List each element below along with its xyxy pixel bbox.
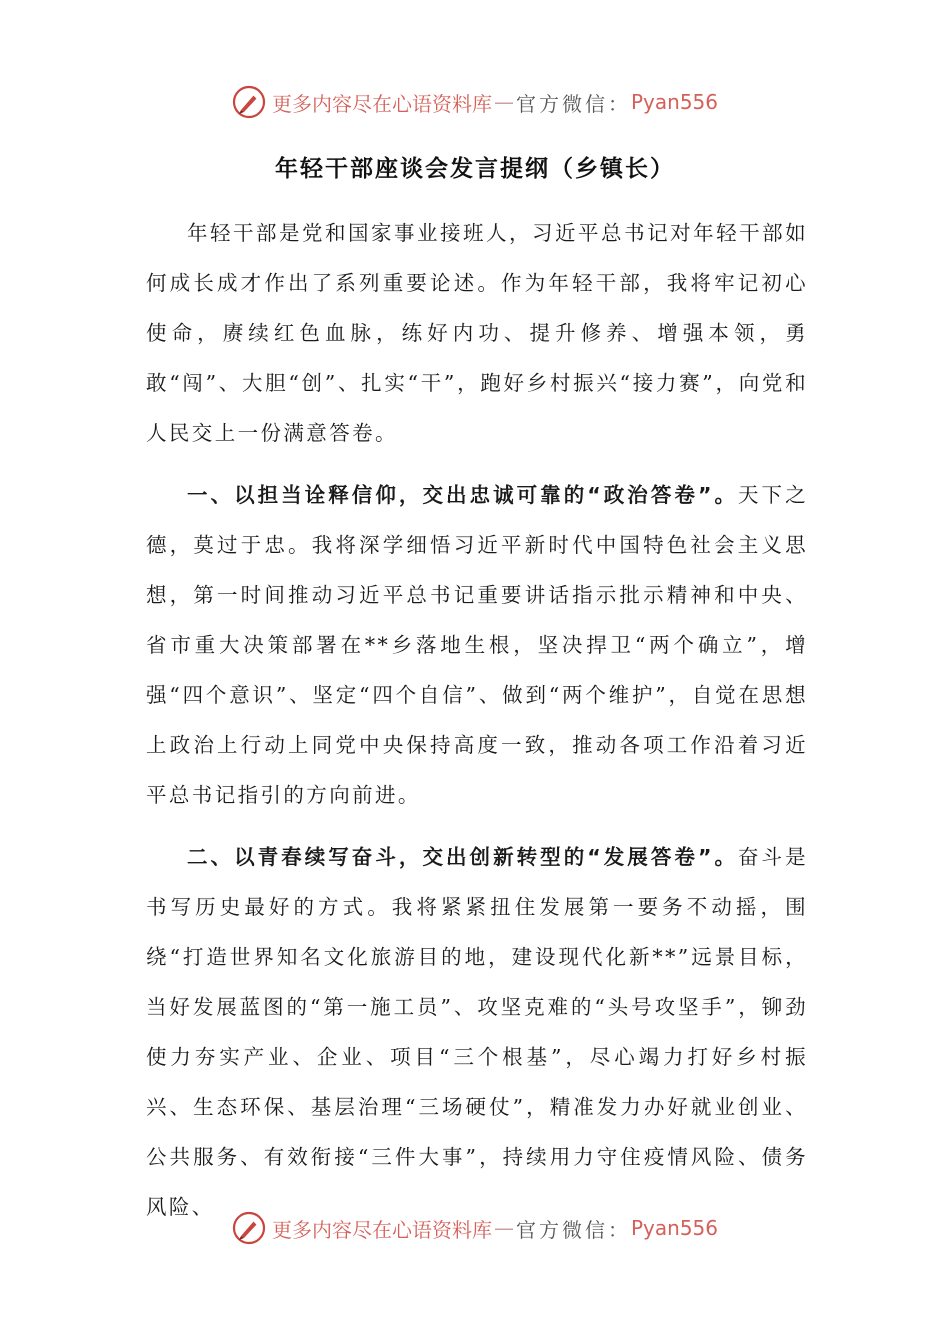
- banner-text: 更多内容尽在心语资料库: [271, 1217, 492, 1242]
- pen-nib-logo-icon: [232, 1211, 266, 1245]
- footer-watermark-banner: [0, 1208, 950, 1248]
- pen-nib-logo-icon: [232, 85, 266, 119]
- header-watermark-banner: [0, 82, 950, 122]
- document-body: [146, 208, 808, 1232]
- banner-wechat-id: Pyan556: [630, 1216, 718, 1240]
- paragraph-intro: [146, 208, 808, 458]
- paragraph-body: 奋斗是书写历史最好的方式。我将紧紧扭住发展第一要务不动摇，围绕“打造世界知名文化旅游目的地，建设现代化新**”远景目标，当好发展蓝图的“第一施工员”、攻坚克难的“头号攻坚手”，铆劲使力夯实产业、企业、项目“三个根基”，尽心竭力打好乡村振兴、生态环保、基层治理“三场硬仗”，精准发力办好就业创业、公共服务、有效衔接“三件大事”，持续用力守住疫情风险、债务风险、: [146, 845, 809, 1219]
- banner-wechat-id: Pyan556: [630, 90, 718, 114]
- paragraph-body: 天下之德，莫过于忠。我将深学细悟习近平新时代中国特色社会主义思想，第一时间推动习近平总书记重要讲话指示批示精神和中央、省市重大决策部署在**乡落地生根，坚决捍卫“两个确立”，增强“四个意识”、坚定“四个自信”、做到“两个维护”，自觉在思想上政治上行动上同党中央保持高度一致，推动各项工作沿着习近平总书记指引的方向前进。: [146, 483, 809, 807]
- banner-wechat-label: 官方微信：: [515, 91, 631, 116]
- paragraph-body: 年轻干部是党和国家事业接班人，习近平总书记对年轻干部如何成长成才作出了系列重要论述。作为年轻干部，我将牢记初心使命，赓续红色血脉，练好内功、提升修养、增强本领，勇敢“闯”、大胆“创”、扎实“干”，跑好乡村振兴“接力赛”，向党和人民交上一份满意答卷。: [146, 221, 808, 445]
- banner-wechat-label: 官方微信：: [515, 1217, 631, 1242]
- paragraph-section-1: [146, 470, 808, 820]
- banner-text: 更多内容尽在心语资料库: [271, 91, 492, 116]
- paragraph-section-2: [146, 832, 808, 1232]
- document-title: 年轻干部座谈会发言提纲（乡镇长）: [275, 156, 675, 182]
- banner-dash: —: [493, 1216, 514, 1240]
- section-heading: 二、以青春续写奋斗，交出创新转型的“发展答卷”。: [187, 845, 739, 869]
- section-heading: 一、以担当诠释信仰，交出忠诚可靠的“政治答卷”。: [187, 483, 739, 507]
- banner-dash: —: [493, 90, 514, 114]
